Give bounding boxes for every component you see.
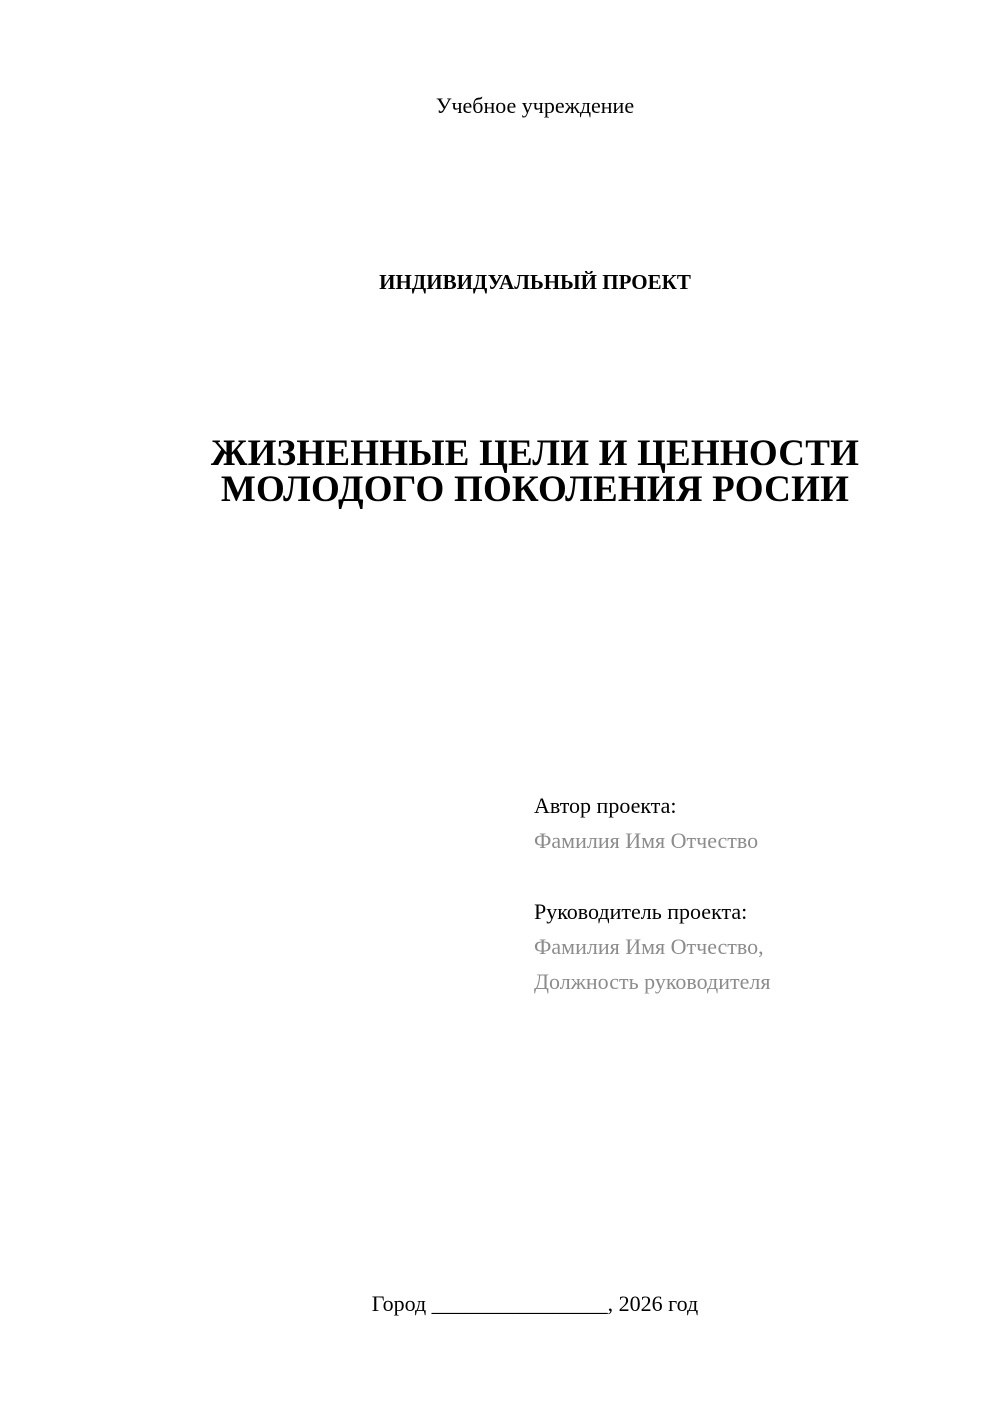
supervisor-position: Должность руководителя bbox=[534, 969, 771, 994]
supervisor-name: Фамилия Имя Отчество, bbox=[534, 934, 764, 959]
supervisor-label: Руководитель проекта: bbox=[534, 899, 748, 924]
project-credits bbox=[534, 788, 974, 999]
spacer bbox=[534, 858, 974, 894]
author-label: Автор проекта: bbox=[534, 793, 677, 818]
document-title bbox=[0, 433, 1000, 510]
document-type: ИНДИВИДУАЛЬНЫЙ ПРОЕКТ bbox=[379, 270, 691, 294]
document-title-line-2: МОЛОДОГО ПОКОЛЕНИЯ РОСИИ bbox=[220, 469, 850, 510]
document-title-line-1: ЖИЗНЕННЫЕ ЦЕЛИ И ЦЕННОСТИ bbox=[210, 433, 860, 474]
author-name: Фамилия Имя Отчество bbox=[534, 828, 759, 853]
city-year-line: Город ________________, 2026 год bbox=[371, 1291, 699, 1316]
institution-name: Учебное учреждение bbox=[435, 93, 635, 118]
